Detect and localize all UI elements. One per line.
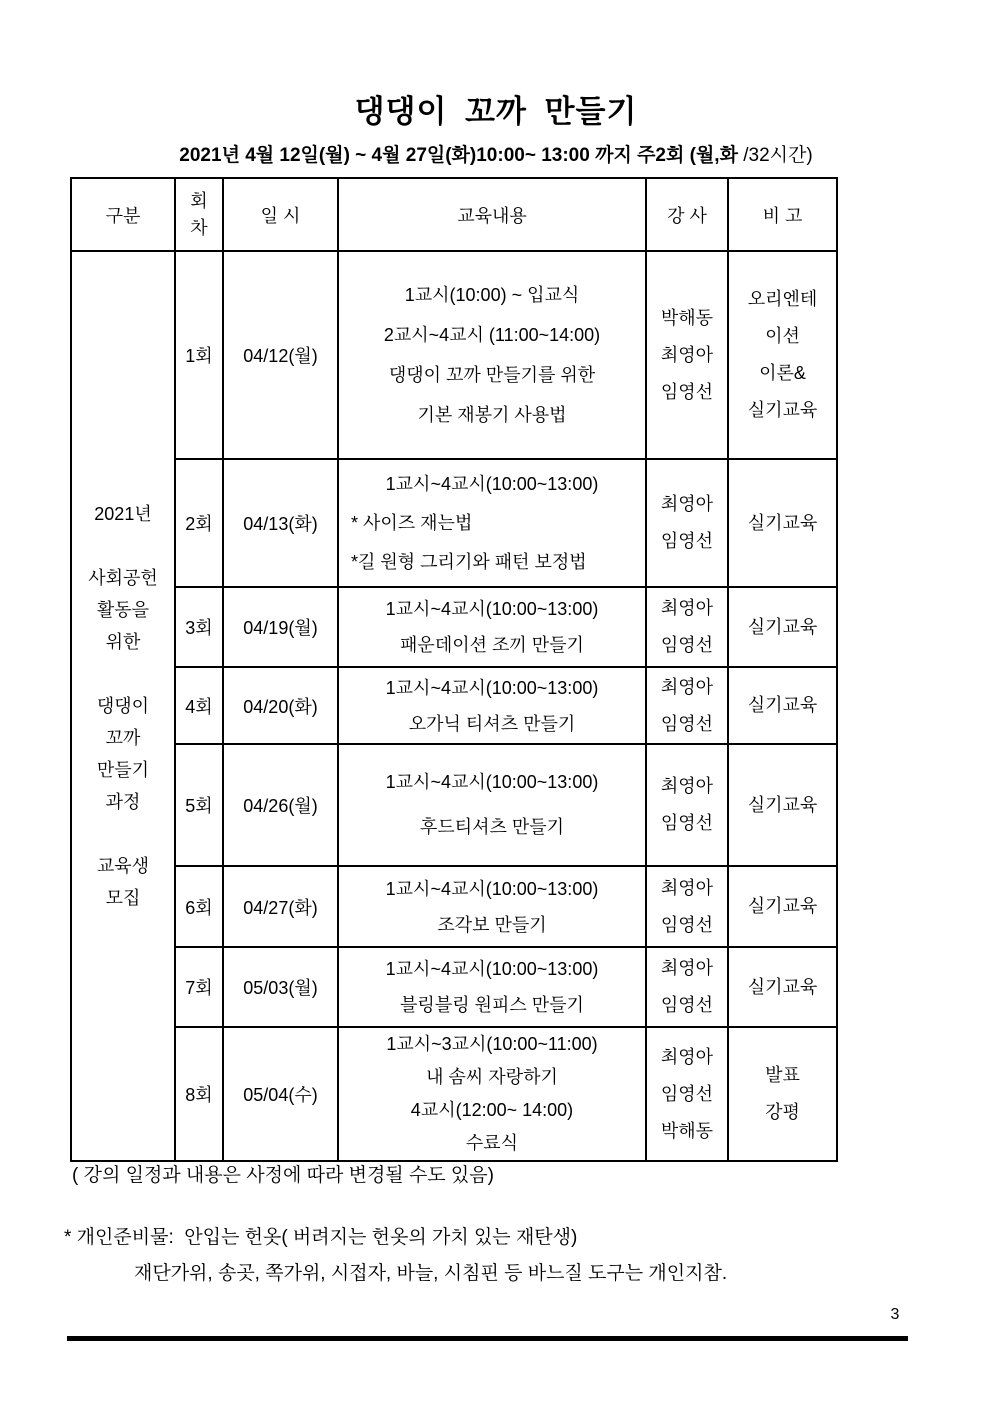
table-row <box>71 587 837 667</box>
page-number: 3 <box>890 1306 900 1323</box>
instructor-name: 최영아 <box>660 877 714 898</box>
header-datetime: 일 시 <box>223 178 338 251</box>
note-line: 실기교육 <box>747 896 818 916</box>
content-cell <box>338 587 646 667</box>
note-cell <box>728 744 837 866</box>
header-session-line1: 회 <box>190 190 208 211</box>
content-line: 1교시~4교시(10:00~13:00) <box>385 599 599 619</box>
category-line <box>72 530 174 562</box>
session-cell: 8회 <box>175 1027 223 1161</box>
instructor-cell <box>646 744 728 866</box>
header-session <box>175 178 223 251</box>
category-line <box>72 818 174 850</box>
table-row <box>71 947 837 1027</box>
content-line: 1교시~4교시(10:00~13:00) <box>385 772 599 792</box>
header-content: 교육내용 <box>338 178 646 251</box>
document-title: 댕댕이 꼬까 만들기 <box>354 94 638 129</box>
category-line: 교육생 <box>96 856 150 876</box>
instructor-cell <box>646 947 728 1027</box>
note-line: 실기교육 <box>747 794 818 815</box>
header-note: 비 고 <box>728 178 837 251</box>
category-line <box>72 658 174 690</box>
content-cell <box>338 947 646 1027</box>
document-subtitle <box>0 140 992 167</box>
instructor-name: 최영아 <box>660 676 714 697</box>
content-line: 댕댕이 꼬까 만들기를 위한 <box>388 365 596 385</box>
content-cell <box>338 866 646 947</box>
schedule-table-body <box>71 251 837 1161</box>
content-line: 오가닉 티셔츠 만들기 <box>408 713 576 734</box>
note-cell <box>728 587 837 667</box>
content-line: 1교시~4교시(10:00~13:00) <box>385 878 599 899</box>
subtitle-hours: /32시간) <box>743 145 813 166</box>
subtitle-main: 2021년 4월 12일(월) ~ 4월 27일(화)10:00~ 13:00 까지 주2회 (월,화 <box>179 145 744 166</box>
note-cell <box>728 1027 837 1161</box>
instructor-name: 임영선 <box>660 914 714 935</box>
date-cell: 04/13(화) <box>223 459 338 587</box>
content-line: 1교시~4교시(10:00~13:00) <box>385 959 599 979</box>
note-line: 실기교육 <box>747 695 818 715</box>
footer-rule <box>67 1336 908 1341</box>
content-line: 2교시~4교시 (11:00~14:00) <box>383 325 601 345</box>
instructor-cell <box>646 587 728 667</box>
table-note: ( 강의 일정과 내용은 사정에 따라 변경될 수도 있음) <box>72 1165 494 1186</box>
table-row <box>71 866 837 947</box>
instructor-name: 최영아 <box>660 494 714 514</box>
instructor-name: 최영아 <box>660 1046 714 1067</box>
instructor-name: 임영선 <box>660 1083 714 1104</box>
instructor-name: 최영아 <box>660 344 714 365</box>
content-cell <box>338 1027 646 1161</box>
session-cell: 6회 <box>175 866 223 947</box>
header-instructor: 강 사 <box>646 178 728 251</box>
content-cell <box>338 459 646 587</box>
instructor-name: 임영선 <box>660 635 714 655</box>
instructor-name: 임영선 <box>660 813 714 833</box>
session-cell: 4회 <box>175 667 223 744</box>
content-line: 1교시~4교시(10:00~13:00) <box>385 677 599 698</box>
content-line: 내 솜씨 자랑하기 <box>426 1067 558 1087</box>
instructor-name: 박해동 <box>660 1120 714 1141</box>
table-row <box>71 1027 837 1161</box>
instructor-cell <box>646 667 728 744</box>
note-line: 오리엔테 <box>747 289 818 309</box>
instructor-name: 임영선 <box>660 381 714 402</box>
instructor-name: 박해동 <box>660 307 714 328</box>
session-cell: 7회 <box>175 947 223 1027</box>
note-cell <box>728 667 837 744</box>
content-line: 4교시(12:00~ 14:00) <box>410 1100 574 1120</box>
content-cell <box>338 667 646 744</box>
content-line: 후드티셔츠 만들기 <box>419 817 565 837</box>
category-line: 활동을 <box>96 600 150 620</box>
header-session-line2: 차 <box>190 217 208 238</box>
date-cell: 04/26(월) <box>223 744 338 866</box>
content-cell <box>338 251 646 459</box>
instructor-name: 임영선 <box>660 713 714 734</box>
date-cell: 05/03(월) <box>223 947 338 1027</box>
table-row <box>71 251 837 459</box>
header-category: 구분 <box>71 178 175 251</box>
content-cell <box>338 744 646 866</box>
content-line: 조각보 만들기 <box>437 914 547 935</box>
content-line: 수료식 <box>465 1133 519 1153</box>
note-line: 실기교육 <box>747 616 818 637</box>
content-line: 1교시~4교시(10:00~13:00) <box>385 473 599 494</box>
note-line: 이션 <box>765 326 800 346</box>
instructor-cell <box>646 1027 728 1161</box>
header-row <box>71 178 837 251</box>
note-line: 강평 <box>765 1102 800 1122</box>
category-line: 위한 <box>105 632 141 652</box>
table-row <box>71 667 837 744</box>
category-line: 댕댕이 <box>96 696 150 716</box>
instructor-name: 임영선 <box>660 995 714 1015</box>
content-line: * 사이즈 재는법 <box>351 512 473 533</box>
prep-note-line1: * 개인준비물: 안입는 헌옷( 버려지는 헌옷의 가치 있는 재탄생) <box>64 1227 578 1248</box>
table-row <box>71 744 837 866</box>
category-line: 모집 <box>105 888 141 908</box>
date-cell: 04/19(월) <box>223 587 338 667</box>
table-header <box>71 178 837 251</box>
category-line: 2021년 <box>94 504 152 524</box>
schedule-table <box>70 177 838 1162</box>
instructor-name: 최영아 <box>660 598 714 618</box>
instructor-cell <box>646 459 728 587</box>
content-line: 기본 재봉기 사용법 <box>417 405 567 425</box>
instructor-name: 최영아 <box>660 776 714 796</box>
instructor-name: 임영선 <box>660 531 714 551</box>
note-line: 이론& <box>759 363 806 383</box>
category-line: 꼬까 <box>105 728 141 748</box>
note-cell <box>728 459 837 587</box>
category-cell <box>71 251 175 1161</box>
session-cell: 2회 <box>175 459 223 587</box>
category-line: 만들기 <box>96 760 150 780</box>
session-cell: 1회 <box>175 251 223 459</box>
note-line: 실기교육 <box>747 400 818 420</box>
instructor-cell <box>646 251 728 459</box>
content-line: 블링블링 원피스 만들기 <box>400 995 584 1015</box>
date-cell: 04/20(화) <box>223 667 338 744</box>
prep-note-line2: 재단가위, 송곳, 쪽가위, 시접자, 바늘, 시침핀 등 바느질 도구는 개인지참. <box>134 1263 728 1284</box>
content-line: *길 원형 그리기와 패턴 보정법 <box>351 551 587 572</box>
instructor-name: 최영아 <box>660 958 714 978</box>
note-cell <box>728 251 837 459</box>
table-row <box>71 459 837 587</box>
category-line: 과정 <box>105 792 141 812</box>
date-cell: 05/04(수) <box>223 1027 338 1161</box>
note-line: 실기교육 <box>747 512 818 533</box>
content-line: 패운데이션 조끼 만들기 <box>400 635 584 655</box>
content-line: 1교시(10:00) ~ 입교식 <box>404 285 580 305</box>
content-line: 1교시~3교시(10:00~11:00) <box>386 1034 598 1054</box>
note-line: 발표 <box>765 1065 800 1085</box>
date-cell: 04/27(화) <box>223 866 338 947</box>
note-cell <box>728 866 837 947</box>
instructor-cell <box>646 866 728 947</box>
note-cell <box>728 947 837 1027</box>
session-cell: 5회 <box>175 744 223 866</box>
note-line: 실기교육 <box>747 976 818 997</box>
session-cell: 3회 <box>175 587 223 667</box>
category-line: 사회공헌 <box>88 568 158 588</box>
date-cell: 04/12(월) <box>223 251 338 459</box>
